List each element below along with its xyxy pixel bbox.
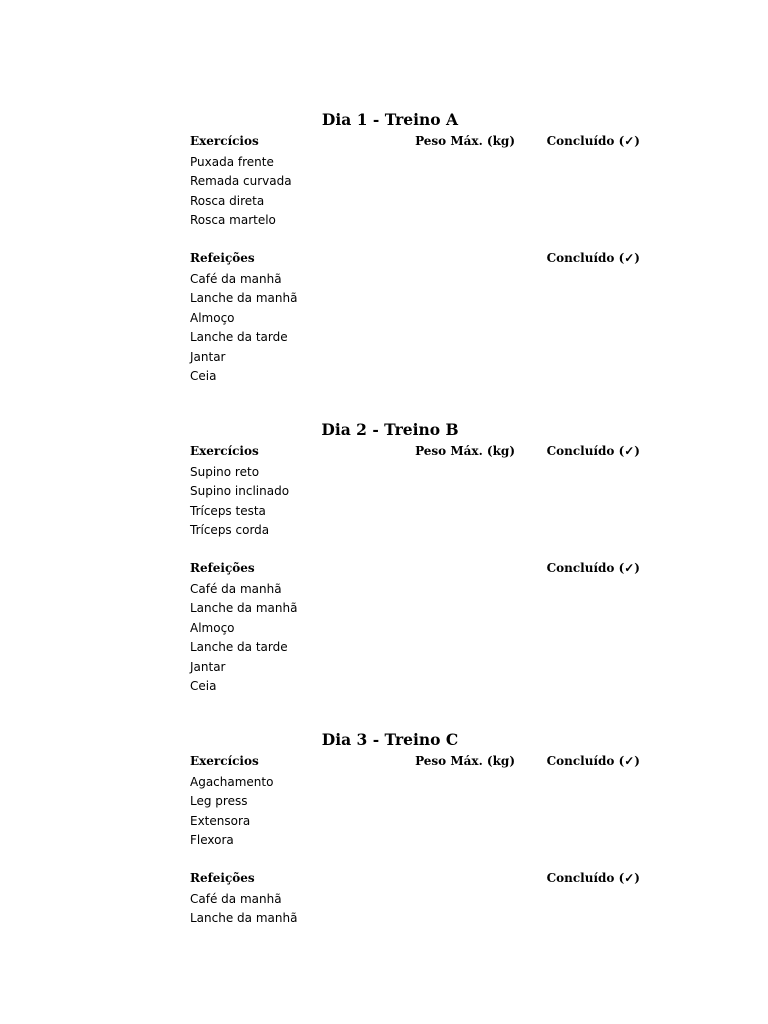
meal-item: Lanche da manhã [190,291,298,306]
exercise-list [190,153,292,231]
meals-header: Refeições [190,561,255,575]
exercise-item: Leg press [190,794,248,809]
day-title: Dia 1 - Treino A [321,110,459,129]
exercises-header: Exercícios [190,754,259,768]
weight-header: Peso Máx. (kg) [415,754,515,768]
meal-item: Café da manhã [190,892,282,906]
exercise-item: Tríceps corda [190,523,270,538]
exercises-done-header: Concluído (✓) [546,444,640,458]
meal-item: Lanche da manhã [190,911,298,926]
weight-header: Peso Máx. (kg) [415,444,515,458]
meal-item: Lanche da tarde [190,330,288,345]
meal-item: Ceia [190,368,217,383]
exercises-done-header: Concluído (✓) [546,134,640,148]
meals-done-header: Concluído (✓) [546,561,640,575]
meal-item: Café da manhã [190,582,282,596]
meals-header: Refeições [190,871,255,885]
meal-list [190,270,297,386]
exercise-item: Rosca martelo [190,213,276,228]
meal-item: Almoço [190,310,235,325]
exercise-item: Tríceps testa [190,503,266,518]
exercise-item: Rosca direta [190,193,265,208]
weight-header: Peso Máx. (kg) [415,134,515,148]
exercise-item: Extensora [190,813,251,828]
meal-item: Café da manhã [190,272,282,286]
day-title: Dia 2 - Treino B [321,420,459,439]
meal-item: Lanche da manhã [190,601,298,616]
meal-item: Jantar [190,349,226,364]
meals-done-header: Concluído (✓) [546,871,640,885]
meals-header: Refeições [190,251,255,265]
exercise-item: Agachamento [190,775,274,789]
exercise-item: Remada curvada [190,174,292,189]
exercises-done-header: Concluído (✓) [546,754,640,768]
meal-list [190,580,297,696]
exercise-item: Supino inclinado [190,484,290,499]
exercise-list [190,463,289,541]
meal-item: Ceia [190,678,217,693]
meal-item: Lanche da tarde [190,640,288,655]
exercise-item: Supino reto [190,465,260,479]
exercise-item: Flexora [190,833,234,848]
meal-item: Jantar [190,659,226,674]
day-title: Dia 3 - Treino C [321,730,459,749]
meals-done-header: Concluído (✓) [546,251,640,265]
meal-list [190,890,297,929]
exercises-header: Exercícios [190,444,259,458]
exercise-item: Puxada frente [190,155,274,169]
exercises-header: Exercícios [190,134,259,148]
meal-item: Almoço [190,620,235,635]
exercise-list [190,773,273,851]
